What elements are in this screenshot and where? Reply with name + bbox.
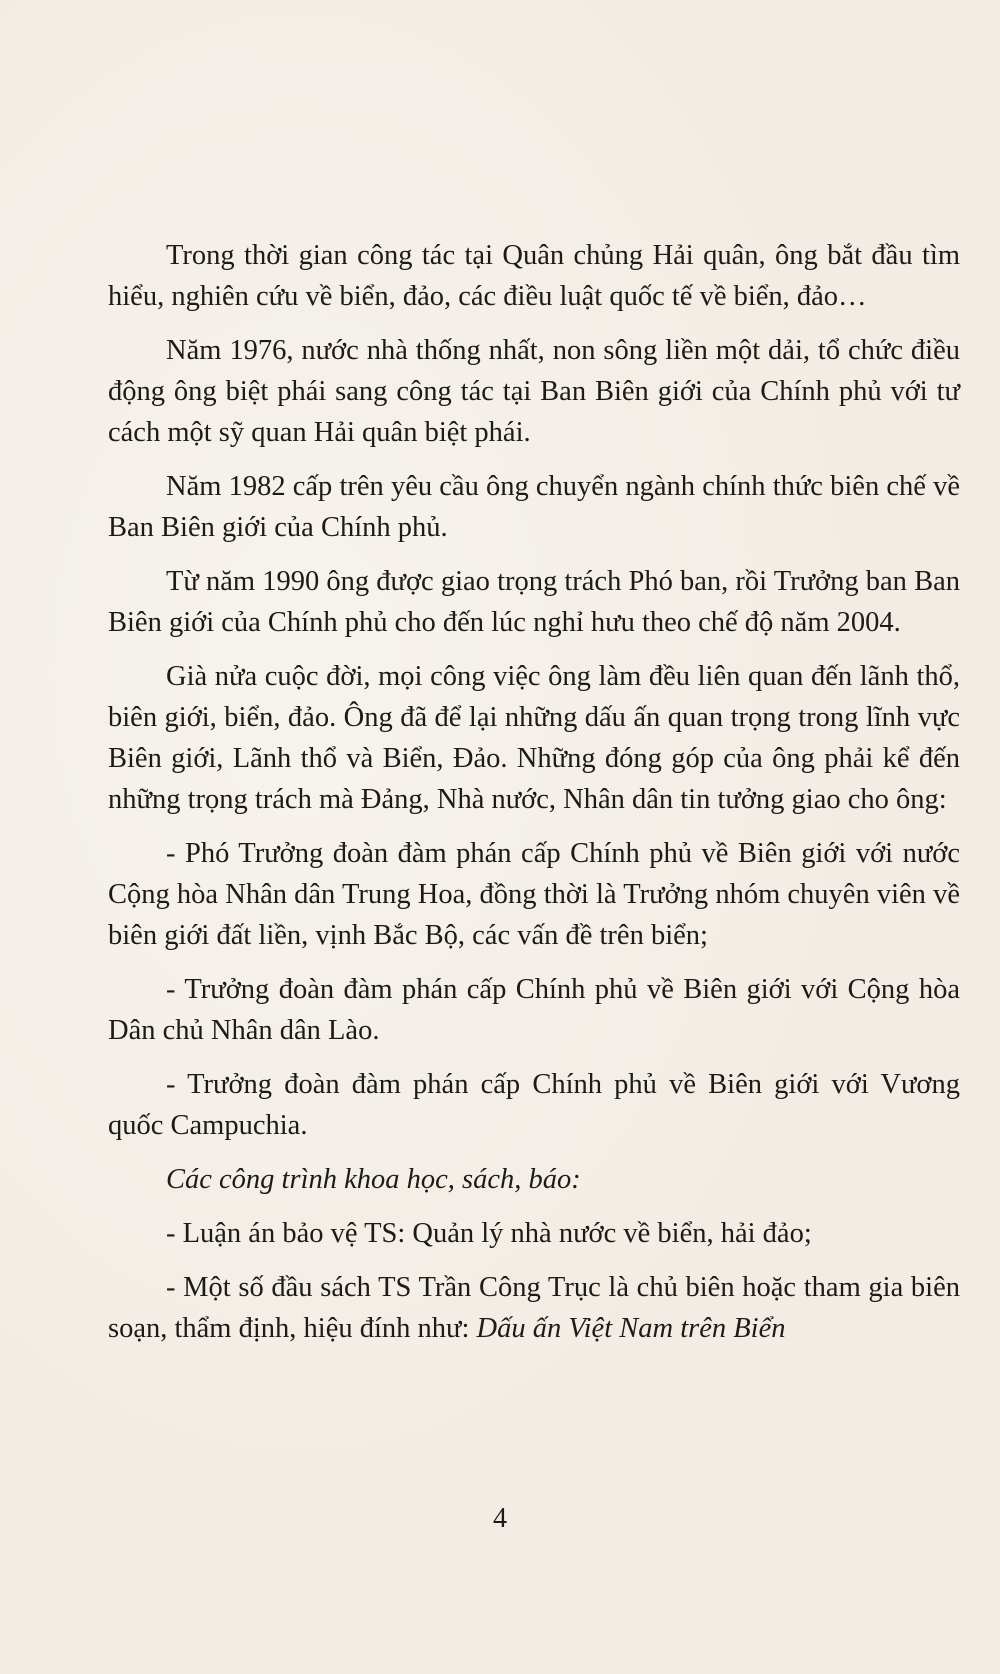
book-title-italic: Dấu ấn Việt Nam trên Biển xyxy=(476,1313,786,1344)
paragraph-career-summary: Già nửa cuộc đời, mọi công việc ông làm đều liên quan đến lãnh thổ, biên giới, biển, đảo. Ông đã để lại những dấu ấn quan trọng trong lĩnh vực Biên giới, Lãnh thổ và Biển, Đảo. Những đóng góp của ông phải kể đến những trọng trách mà Đảng, Nhà nước, Nhân dân tin tưởng giao cho ông: xyxy=(108,661,960,815)
paragraph-1990-leadership: Từ năm 1990 ông được giao trọng trách Phó ban, rồi Trưởng ban Ban Biên giới của Chính phủ cho đến lúc nghỉ hưu theo chế độ năm 2004. xyxy=(108,566,960,638)
list-item-cambodia-negotiation: - Trưởng đoàn đàm phán cấp Chính phủ về Biên giới với Vương quốc Campuchia. xyxy=(108,1069,960,1141)
paragraph-navy-service: Trong thời gian công tác tại Quân chủng Hải quân, ông bắt đầu tìm hiểu, nghiên cứu về biển, đảo, các điều luật quốc tế về biển, đảo… xyxy=(108,240,960,312)
books-text: - Một số đầu sách TS Trần Công Trục là chủ biên hoặc tham gia biên soạn, thẩm định, hiệu đính như: xyxy=(108,1272,960,1344)
section-heading-works: Các công trình khoa học, sách, báo: xyxy=(166,1164,581,1195)
body-text xyxy=(108,235,960,1362)
paragraph-1982-transfer: Năm 1982 cấp trên yêu cầu ông chuyển ngành chính thức biên chế về Ban Biên giới của Chính phủ. xyxy=(108,471,960,543)
list-item-books xyxy=(108,1267,960,1349)
list-item-laos-negotiation: - Trưởng đoàn đàm phán cấp Chính phủ về Biên giới với Cộng hòa Dân chủ Nhân dân Lào. xyxy=(108,974,960,1046)
list-item-thesis: - Luận án bảo vệ TS: Quản lý nhà nước về biển, hải đảo; xyxy=(166,1218,812,1249)
paragraph-1976-assignment: Năm 1976, nước nhà thống nhất, non sông liền một dải, tổ chức điều động ông biệt phái sang công tác tại Ban Biên giới của Chính phủ với tư cách một sỹ quan Hải quân biệt phái. xyxy=(108,335,960,448)
list-item-china-negotiation: - Phó Trưởng đoàn đàm phán cấp Chính phủ về Biên giới với nước Cộng hòa Nhân dân Trung Hoa, đồng thời là Trưởng nhóm chuyên viên về biên giới đất liền, vịnh Bắc Bộ, các vấn đề trên biển; xyxy=(108,838,960,951)
page-number: 4 xyxy=(493,1503,507,1534)
